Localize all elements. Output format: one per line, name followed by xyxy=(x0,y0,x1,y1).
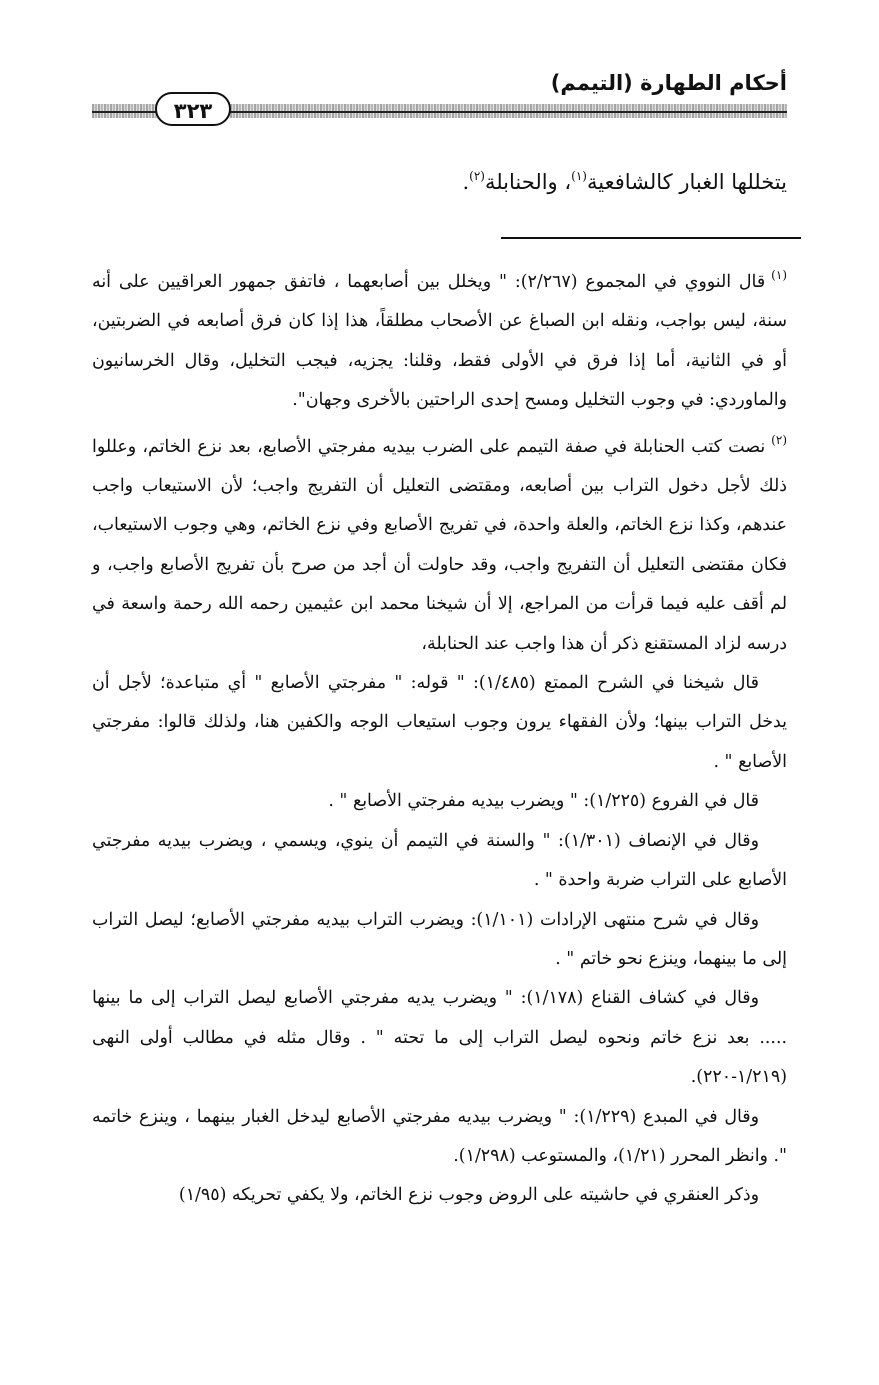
main-text-part: يتخللها الغبار كالشافعية xyxy=(586,170,787,194)
footnote-paragraph: وقال في المبدع (١/٢٢٩): " ويضرب بيديه مفرجتي الأصابع ليدخل الغبار بينهما ، وينزع خاتمه ". وانظر المحرر (١/٢١)، والمستوعب (١/٢٩٨). xyxy=(92,1106,787,1166)
footnote-separator xyxy=(501,237,801,239)
main-text xyxy=(92,156,787,202)
footnote-marker: (٢) xyxy=(771,432,787,447)
footnote-ref-1: (١) xyxy=(571,169,587,183)
footnote-1 xyxy=(92,256,787,421)
running-title: أحكام الطهارة (التيمم) xyxy=(550,71,787,95)
footnote-paragraph: وقال في شرح منتهى الإرادات (١/١٠١): ويضرب التراب بيديه مفرجتي الأصابع؛ ليصل التراب إلى ما بينهما، وينزع نحو خاتم " . xyxy=(92,909,787,969)
footnote-paragraph: وذكر العنقري في حاشيته على الروض وجوب نزع الخاتم، ولا يكفي تحريكه (١/٩٥) xyxy=(178,1185,759,1206)
footnote-text: نصت كتب الحنابلة في صفة التيمم على الضرب بيديه مفرجتي الأصابع، بعد نزع الخاتم، وعللوا ذلك لأجل دخول التراب بين أصابعه، ومقتضى التعليل أن التفريج واجب؛ لأن الاستيعاب واجب عندهم، وكذا نزع الخاتم، والعلة واحدة، في تفريج الأصابع وفي نزع الخاتم، وهي وجوب الاستيعاب، فكان مقتضى التعليل أن التفريج واجب، وقد حاولت أن أجد من صرح بأن تفريج الأصابع واجب، و لم أقف عليه فيما قرأت من المراجع، إلا أن شيخنا محمد ابن عثيمين رحمه الله رحمة واسعة في درسه لزاد المستقنع ذكر أن هذا واجب عند الحنابلة، xyxy=(92,436,787,654)
page-number: ٣٢٣ xyxy=(155,92,231,126)
footnote-text: قال النووي في المجموع (٢/٢٦٧): " ويخلل بين أصابعهما ، فاتفق جمهور العراقيين على أنه سنة، ليس بواجب، ونقله ابن الصباغ عن الأصحاب مطلقاً، هذا إذا كان فرق أصابعه في الضربتين، أو في الثانية، أما إذا فرق في الأولى فقط، وقلنا: يجزيه، فيجب التخليل، وقال الخرسانيون والماوردي: في وجوب التخليل ومسح إحدى الراحتين بالأخرى وجهان". xyxy=(92,272,787,411)
footnote-paragraph: قال شيخنا في الشرح الممتع (١/٤٨٥): " قوله: " مفرجتي الأصابع " أي متباعدة؛ لأجل أن يدخل التراب بينها؛ ولأن الفقهاء يرون وجوب استيعاب الوجه والكفين هنا، ولذلك قالوا: مفرجتي الأصابع " . xyxy=(92,673,787,772)
footnote-marker: (١) xyxy=(771,268,787,282)
footnote-ref-2: (٢) xyxy=(469,169,485,183)
footnote-paragraph: وقال في كشاف القناع (١/١٧٨): " ويضرب يديه مفرجتي الأصابع ليصل التراب إلى ما بينها ..... بعد نزع خاتم ونحوه ليصل التراب إلى ما تحته " . وقال مثله في مطالب أولى النهى (١/٢١٩-٢٢٠). xyxy=(92,988,787,1088)
footnote-paragraph: قال في الفروع (١/٢٢٥): " ويضرب بيديه مفرجتي الأصابع " . xyxy=(328,791,759,812)
footnotes xyxy=(92,256,787,1216)
footnote-paragraph: وقال في الإنصاف (١/٣٠١): " والسنة في التيمم أن ينوي، ويسمي ، ويضرب بيديه مفرجتي الأصابع على التراب ضربة واحدة " . xyxy=(92,830,787,891)
main-text-part: . xyxy=(462,170,470,194)
main-text-part: ، والحنابلة xyxy=(484,170,572,194)
footnote-2 xyxy=(92,421,787,664)
